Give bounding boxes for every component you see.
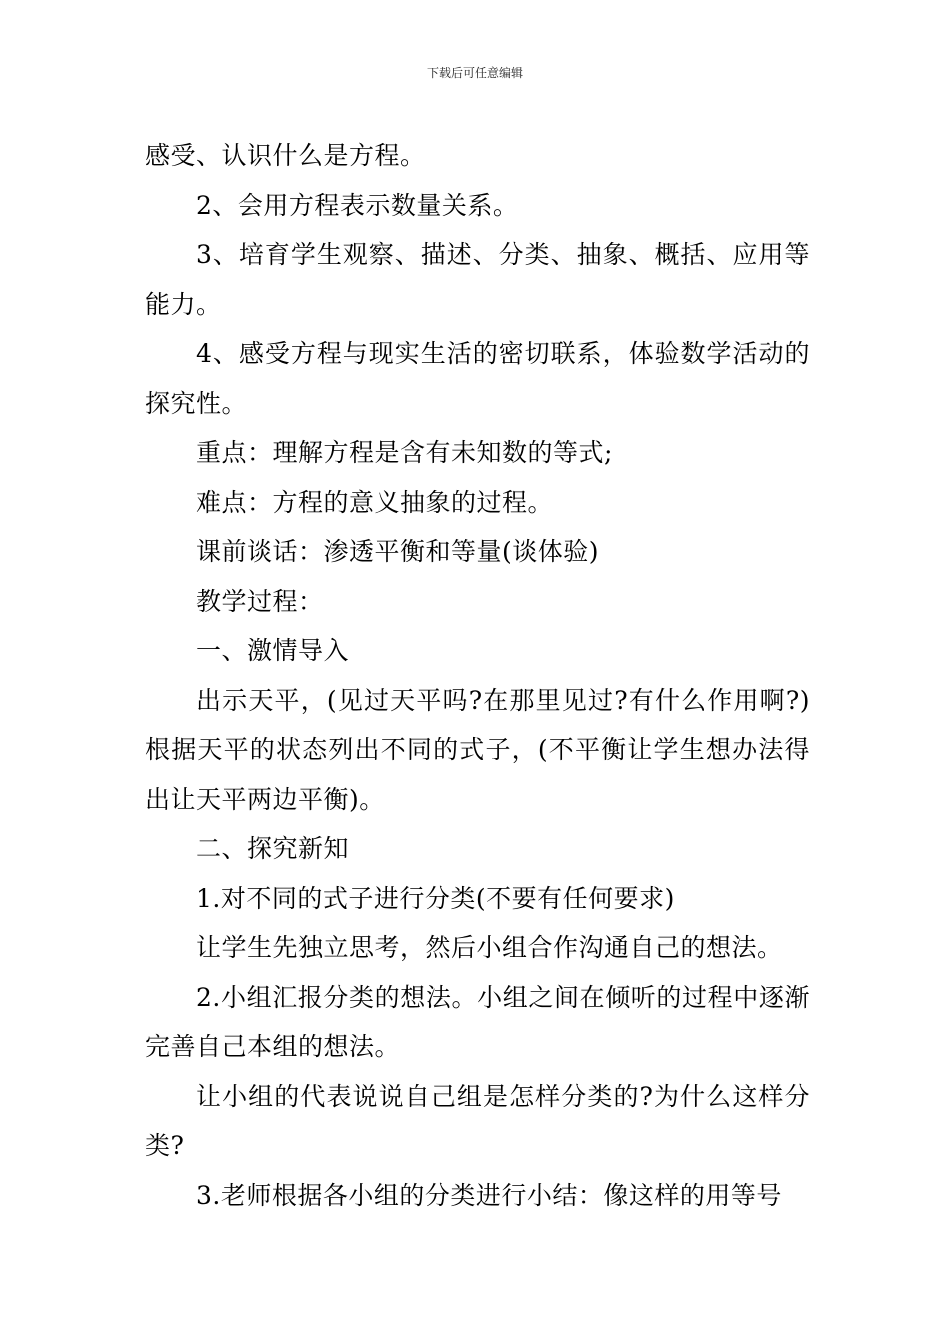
paragraph: 重点：理解方程是含有未知数的等式; [196,438,613,467]
document-body [145,131,810,1220]
paragraph: 教学过程： [196,586,324,616]
paragraph: 2.小组汇报分类的想法。小组之间在倾听的过程中逐渐完善自己本组的想法。 [145,982,810,1061]
paragraph: 课前谈话：渗透平衡和等量(谈体验) [196,537,600,566]
paragraph: 3.老师根据各小组的分类进行小结：像这样的用等号 [196,1180,782,1210]
paragraph: 出示天平，(见过天平吗?在那里见过?有什么作用啊?)根据天平的状态列出不同的式子，(不平衡让学生想办法得出让天平两边平衡)。 [145,685,810,814]
paragraph: 3、培育学生观察、描述、分类、抽象、概括、应用等能力。 [145,240,810,319]
paragraph: 难点：方程的意义抽象的过程。 [196,487,554,517]
paragraph: 4、感受方程与现实生活的密切联系，体验数学活动的探究性。 [145,339,810,418]
paragraph: 2、会用方程表示数量关系。 [196,190,519,220]
paragraph: 感受、认识什么是方程。 [145,141,426,170]
section-heading: 一、激情导入 [196,636,350,665]
paragraph: 让小组的代表说说自己组是怎样分类的?为什么这样分类? [145,1081,810,1160]
paragraph: 让学生先独立思考，然后小组合作沟通自己的想法。 [196,933,783,962]
paragraph: 1.对不同的式子进行分类(不要有任何要求) [196,883,675,913]
section-heading: 二、探究新知 [196,834,350,863]
page-header: 下载后可任意编辑 [426,66,523,80]
